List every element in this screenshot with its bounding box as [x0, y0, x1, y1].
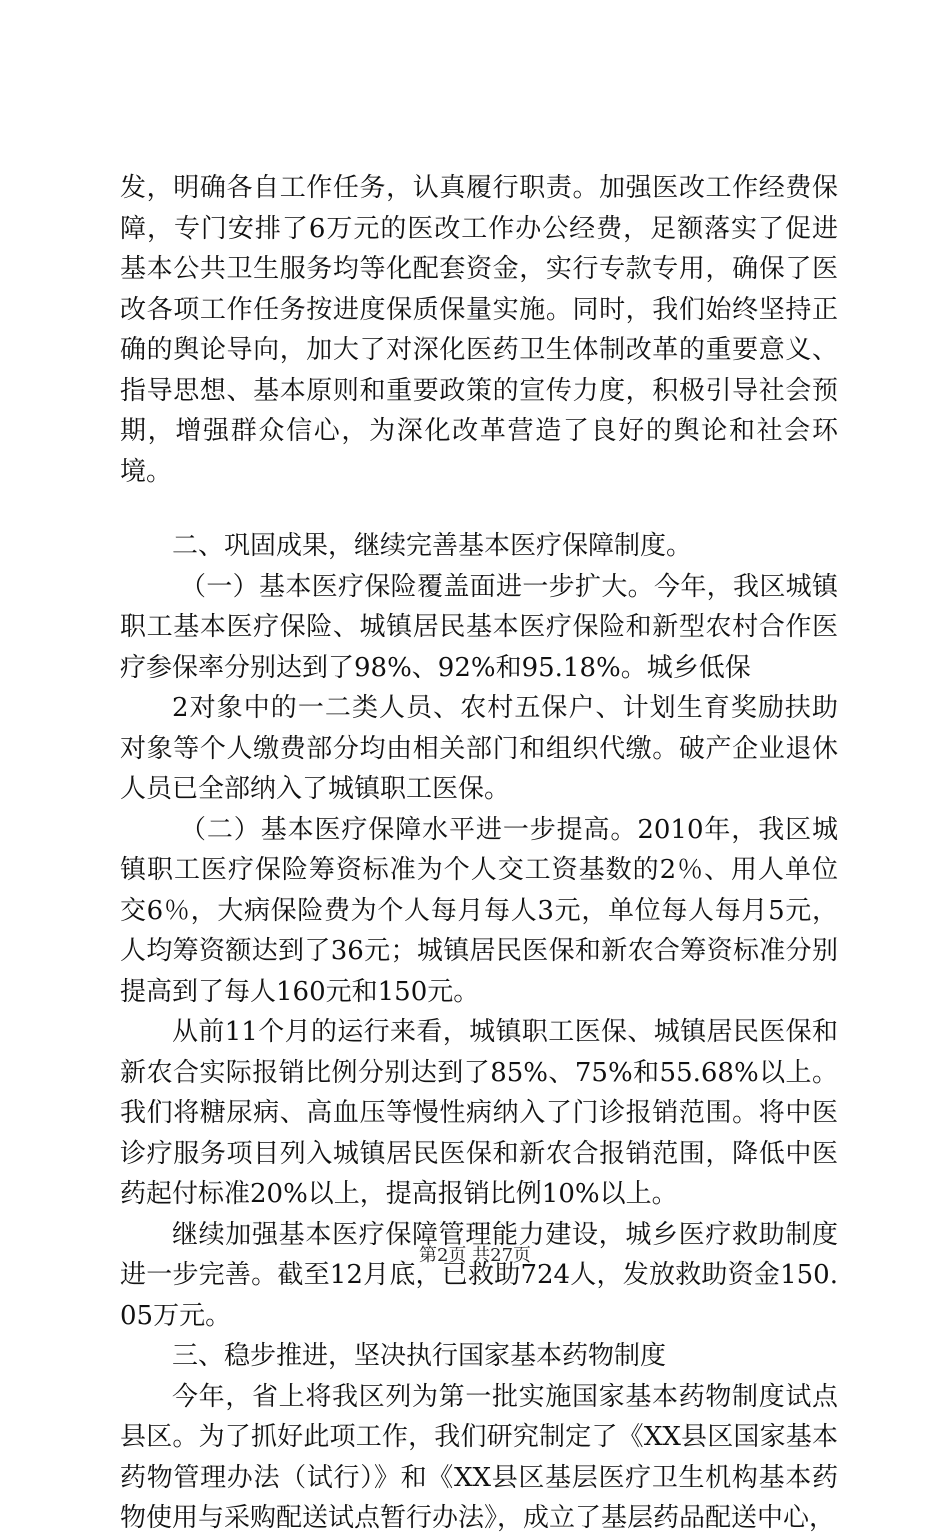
- paragraph-5: （二）基本医疗保障水平进一步提高。2010年，我区城镇职工医疗保险筹资标准为个人交工资基数的2％、用人单位交6％，大病保险费为个人每月每人3元，单位每人每月5元，人均筹资额达到了36元；城镇居民医保和新农合筹资标准分别提高到了每人160元和150元。: [120, 814, 838, 1007]
- paragraph-1: 发，明确各自工作任务，认真履行职责。加强医改工作经费保障，专门安排了6万元的医改工作办公经费，足额落实了促进基本公共卫生服务均等化配套资金，实行专款专用，确保了医改各项工作任务按进度保质保量实施。同时，我们始终坚持正确的舆论导向，加大了对深化医药卫生体制改革的重要意义、指导思想、基本原则和重要政策的宣传力度，积极引导社会预期，增强群众信心，为深化改革营造了良好的舆论和社会环境。: [120, 173, 838, 487]
- paragraph-3: （一）基本医疗保险覆盖面进一步扩大。今年，我区城镇职工基本医疗保险、城镇居民基本医疗保险和新型农村合作医疗参保率分别达到了98%、92%和95.18%。城乡低保: [120, 571, 838, 683]
- section-heading-3: 三、稳步推进，坚决执行国家基本药物制度: [172, 1341, 667, 1371]
- page-number-footer: 第2页 共27页: [418, 1245, 532, 1266]
- paragraph-7: 继续加强基本医疗保障管理能力建设，城乡医疗救助制度进一步完善。截至12月底，已救助724人，发放救助资金150.05万元。: [120, 1219, 838, 1331]
- section-heading-2: 二、巩固成果，继续完善基本医疗保障制度。: [172, 531, 693, 561]
- paragraph-4: 2对象中的一二类人员、农村五保户、计划生育奖励扶助对象等个人缴费部分均由相关部门和组织代缴。破产企业退休人员已全部纳入了城镇职工医保。: [120, 693, 838, 804]
- paragraph-gap: [120, 492, 838, 526]
- document-body: [120, 168, 838, 1539]
- paragraph-9: 今年，省上将我区列为第一批实施国家基本药物制度试点县区。为了抓好此项工作，我们研究制定了《XX县区国家基本药物管理办法（试行）》和《XX县区基层医疗卫生机构基本药物使用与采购配送试点暂行办法》，成立了基层药品配送中心，: [120, 1381, 838, 1533]
- paragraph-6: 从前11个月的运行来看，城镇职工医保、城镇居民医保和新农合实际报销比例分别达到了85%、75%和55.68%以上。我们将糖尿病、高血压等慢性病纳入了门诊报销范围。将中医诊疗服务项目列入城镇居民医保和新农合报销范围，降低中医药起付标准20%以上，提高报销比例10%以上。: [120, 1017, 838, 1209]
